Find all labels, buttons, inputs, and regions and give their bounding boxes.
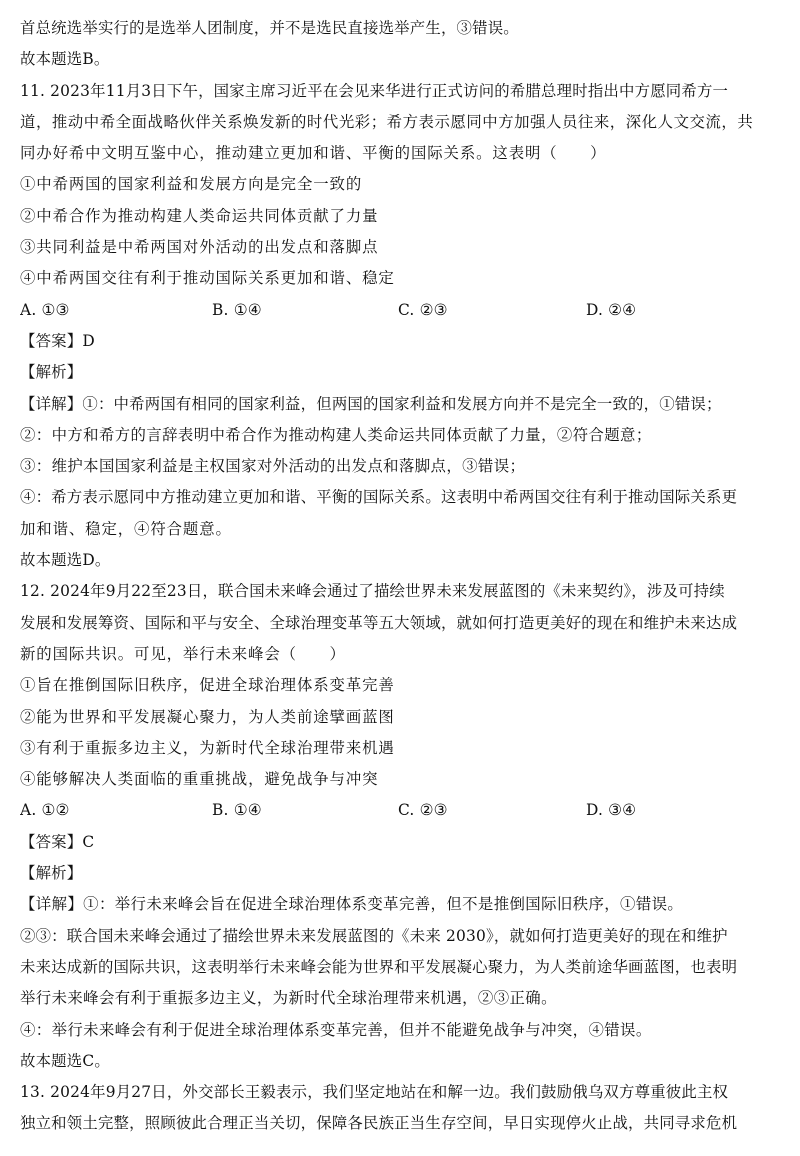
- document-page: [20, 13, 782, 1140]
- analysis-detail: 【详解】①：中希两国有相同的国家利益，但两国的国家利益和发展方向并不是完全一致的，①错误；: [20, 394, 722, 413]
- question-12-statement: ④能够解决人类面临的重重挑战，避免战争与冲突: [20, 770, 379, 789]
- option-a: A. ①③: [20, 300, 70, 319]
- question-11-stem: 道，推动中希全面战略伙伴关系焕发新的时代光彩；希方表示愿同中方加强人员往来，深化人文交流，共: [20, 112, 754, 131]
- answer-conclusion: 故本题选B。: [20, 50, 110, 69]
- question-12-stem: 12. 2024年9月22至23日，联合国未来峰会通过了描绘世界未来发展蓝图的《未来契约》，涉及可持续: [20, 582, 725, 601]
- analysis-detail: ②③：联合国未来峰会通过了描绘世界未来发展蓝图的《未来 2030》，就如何打造更美好的现在和维护: [20, 926, 728, 945]
- option-d: D. ③④: [586, 801, 637, 820]
- question-12-statement: ③有利于重振多边主义，为新时代全球治理带来机遇: [20, 738, 395, 757]
- answer-label: 【答案】C: [20, 832, 95, 851]
- analysis-detail: 未来达成新的国际共识，这表明举行未来峰会能为世界和平发展凝心聚力，为人类前途华画蓝图，也表明: [20, 957, 738, 976]
- analysis-detail: ②：中方和希方的言辞表明中希合作为推动构建人类命运共同体贡献了力量，②符合题意；: [20, 425, 652, 444]
- question-11-statement: ③共同利益是中希两国对外活动的出发点和落脚点: [20, 238, 379, 257]
- question-11-options: [20, 295, 782, 326]
- analysis-detail: ③：维护本国国家利益是主权国家对外活动的出发点和落脚点，③错误；: [20, 457, 526, 476]
- question-12-statement: ②能为世界和平发展凝心聚力，为人类前途擘画蓝图: [20, 707, 395, 726]
- question-13-stem: 独立和领土完整，照顾彼此合理正当关切，保障各民族正当生存空间，早日实现停火止战，共同寻求危机: [20, 1114, 738, 1133]
- option-b: B. ①④: [212, 300, 262, 319]
- option-b: B. ①④: [212, 801, 262, 820]
- question-11-statement: ①中希两国的国家利益和发展方向是完全一致的: [20, 175, 363, 194]
- question-11-statement: ②中希合作为推动构建人类命运共同体贡献了力量: [20, 206, 379, 225]
- analysis-detail: ④：举行未来峰会有利于促进全球治理体系变革完善，但并不能避免战争与冲突，④错误。: [20, 1020, 652, 1039]
- analysis-detail: 加和谐、稳定，④符合题意。: [20, 519, 232, 538]
- question-12-stem: 发展和发展筹资、国际和平与安全、全球治理变革等五大领域，就如何打造更美好的现在和维护未来达成: [20, 613, 738, 632]
- option-d: D. ②④: [586, 300, 637, 319]
- analysis-label: 【解析】: [20, 363, 83, 382]
- option-a: A. ①②: [20, 801, 70, 820]
- answer-label: 【答案】D: [20, 331, 95, 350]
- analysis-detail: 【详解】①：举行未来峰会旨在促进全球治理体系变革完善，但不是推倒国际旧秩序，①错误。: [20, 895, 684, 914]
- question-11-stem: 同办好希中文明互鉴中心，推动建立更加和谐、平衡的国际关系。这表明（ ）: [20, 144, 607, 163]
- answer-conclusion: 故本题选D。: [20, 551, 111, 570]
- question-11-statement: ④中希两国交往有利于推动国际关系更加和谐、稳定: [20, 269, 395, 288]
- question-13-stem: 13. 2024年9月27日，外交部长王毅表示，我们坚定地站在和解一边。我们鼓励俄乌双方尊重彼此主权: [20, 1083, 729, 1102]
- question-12-statement: ①旨在推倒国际旧秩序，促进全球治理体系变革完善: [20, 676, 395, 695]
- option-c: C. ②③: [398, 801, 448, 820]
- analysis-detail: 举行未来峰会有利于重振多边主义，为新时代全球治理带来机遇，②③正确。: [20, 989, 557, 1008]
- answer-conclusion: 故本题选C。: [20, 1051, 110, 1070]
- question-12-stem: 新的国际共识。可见，举行未来峰会（ ）: [20, 644, 346, 663]
- question-12-options: [20, 795, 782, 826]
- analysis-detail: ④：希方表示愿同中方推动建立更加和谐、平衡的国际关系。这表明中希两国交往有利于推动国际关系更: [20, 488, 738, 507]
- question-11-stem: 11. 2023年11月3日下午，国家主席习近平在会见来华进行正式访问的希腊总理时指出中方愿同希方一: [20, 81, 729, 100]
- option-c: C. ②③: [398, 300, 448, 319]
- analysis-label: 【解析】: [20, 864, 83, 883]
- text-line: 首总统选举实行的是选举人团制度，并不是选民直接选举产生，③错误。: [20, 19, 519, 37]
